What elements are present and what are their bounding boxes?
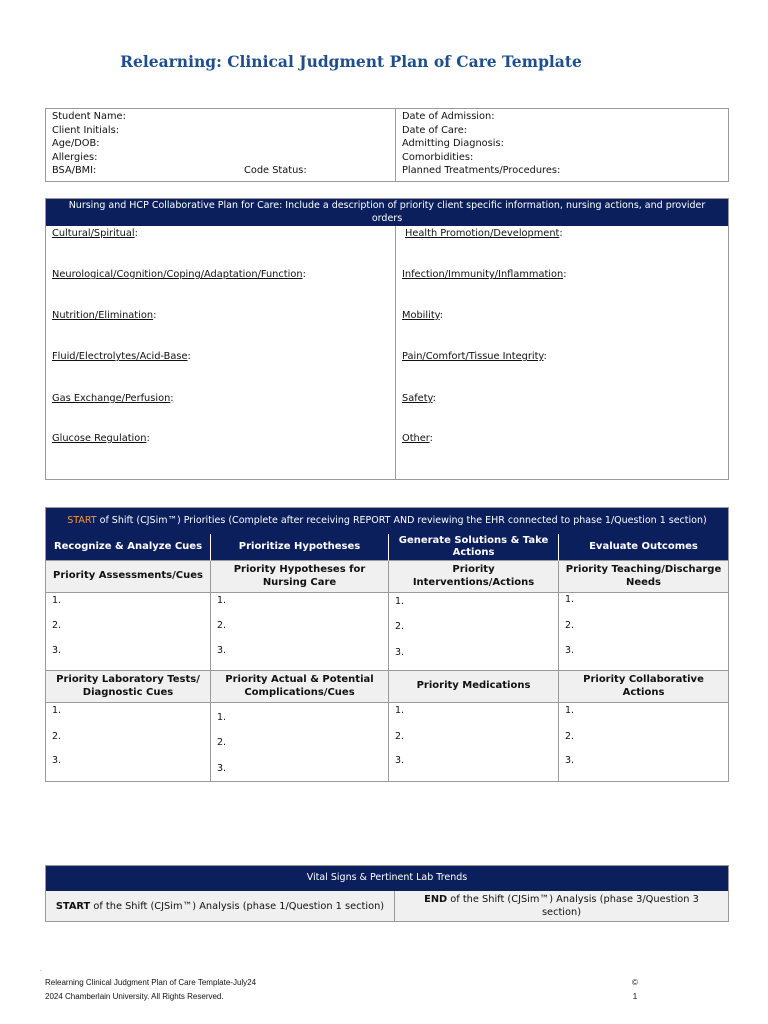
entry-cell xyxy=(389,703,559,781)
list-number: 2. xyxy=(565,731,575,742)
entry-cell xyxy=(46,703,211,781)
list-number: 3. xyxy=(217,645,227,656)
shift-entry-row-2 xyxy=(46,703,728,781)
list-number: 3. xyxy=(395,647,405,658)
sub-priority-assessments: Priority Assessments/Cues xyxy=(46,561,211,593)
vitals-end-cell: END of the Shift (CJSim™) Analysis (phase 3/Question 3 section) xyxy=(395,891,728,921)
entry-cell xyxy=(389,593,559,671)
page-number: 1 xyxy=(632,992,638,1001)
collaborative-plan-box xyxy=(45,198,729,480)
footer-mark: . xyxy=(40,966,42,973)
entry-cell xyxy=(46,593,211,671)
student-name-label: Student Name: xyxy=(52,111,126,122)
list-number: 2. xyxy=(565,620,575,631)
entry-cell xyxy=(559,703,728,781)
info-left-column xyxy=(52,110,392,178)
sub-priority-complications: Priority Actual & Potential Complications/Cues xyxy=(211,671,389,703)
list-number: 3. xyxy=(52,755,62,766)
info-right-column xyxy=(402,110,560,178)
plan-item-other: Other: xyxy=(402,433,433,444)
comorbidities-label: Comorbidities: xyxy=(402,151,474,163)
shift-header-text: of Shift (CJSim™) Priorities (Complete after receiving REPORT AND reviewing the EHR connected to phase 1/Question 1 section) xyxy=(96,514,707,526)
plan-item-gas-exchange: Gas Exchange/Perfusion: xyxy=(52,393,174,404)
sub-priority-teaching: Priority Teaching/Discharge Needs xyxy=(559,561,728,593)
shift-subheader-row-2 xyxy=(46,671,728,703)
entry-cell xyxy=(559,593,728,671)
list-number: 2. xyxy=(395,731,405,742)
list-number: 1. xyxy=(52,595,62,606)
list-number: 1. xyxy=(52,705,62,716)
list-number: 3. xyxy=(395,755,405,766)
page-title: Relearning: Clinical Judgment Plan of Care Template xyxy=(120,52,582,71)
age-dob-label: Age/DOB: xyxy=(52,138,100,150)
plan-item-health-promotion: Health Promotion/Development: xyxy=(405,228,563,239)
plan-divider xyxy=(395,226,396,479)
list-number: 1. xyxy=(565,594,575,605)
list-number: 2. xyxy=(217,737,227,748)
sub-priority-collaborative: Priority Collaborative Actions xyxy=(559,671,728,703)
student-info-box xyxy=(45,108,729,182)
list-number: 1. xyxy=(395,596,405,607)
bsa-bmi-label: BSA/BMI: xyxy=(52,165,97,177)
sub-priority-interventions: Priority Interventions/Actions xyxy=(389,561,559,593)
footer-right xyxy=(628,976,642,1004)
list-number: 2. xyxy=(52,620,62,631)
plan-item-glucose: Glucose Regulation: xyxy=(52,433,150,444)
allergies-label: Allergies: xyxy=(52,151,98,163)
plan-item-pain: Pain/Comfort/Tissue Integrity: xyxy=(402,351,547,362)
list-number: 1. xyxy=(217,595,227,606)
vitals-start-cell: START of the Shift (CJSim™) Analysis (phase 1/Question 1 section) xyxy=(46,891,395,921)
plan-item-infection: Infection/Immunity/Inflammation: xyxy=(402,269,567,280)
date-of-care-label: Date of Care: xyxy=(402,124,468,136)
col-evaluate-outcomes: Evaluate Outcomes xyxy=(559,534,728,561)
list-number: 1. xyxy=(217,712,227,723)
code-status-label: Code Status: xyxy=(244,165,307,177)
admitting-diagnosis-label: Admitting Diagnosis: xyxy=(402,138,504,150)
sub-priority-medications: Priority Medications xyxy=(389,671,559,703)
shift-subheader-row-1 xyxy=(46,561,728,593)
shift-column-headers xyxy=(46,534,728,561)
shift-priorities-table xyxy=(45,507,729,782)
plan-item-nutrition: Nutrition/Elimination: xyxy=(52,310,157,321)
info-divider xyxy=(395,109,396,181)
plan-item-mobility: Mobility: xyxy=(402,310,444,321)
shift-start-highlight: START xyxy=(67,514,97,526)
sub-priority-hypotheses: Priority Hypotheses for Nursing Care xyxy=(211,561,389,593)
list-number: 1. xyxy=(395,705,405,716)
plan-item-cultural: Cultural/Spiritual: xyxy=(52,228,138,239)
sub-priority-lab-tests: Priority Laboratory Tests/ Diagnostic Cues xyxy=(46,671,211,703)
list-number: 1. xyxy=(565,705,575,716)
list-number: 2. xyxy=(52,731,62,742)
shift-entry-row-1 xyxy=(46,593,728,671)
list-number: 3. xyxy=(217,763,227,774)
list-number: 3. xyxy=(565,755,575,766)
client-initials-label: Client Initials: xyxy=(52,124,119,136)
plan-item-fluid: Fluid/Electrolytes/Acid-Base: xyxy=(52,351,191,362)
list-number: 3. xyxy=(52,645,62,656)
entry-cell xyxy=(211,593,389,671)
list-number: 3. xyxy=(565,645,575,656)
entry-cell xyxy=(211,703,389,781)
col-generate-solutions: Generate Solutions & Take Actions xyxy=(389,534,559,561)
date-of-admission-label: Date of Admission: xyxy=(402,111,495,122)
copyright-symbol: © xyxy=(632,978,638,987)
vital-signs-header: Vital Signs & Pertinent Lab Trends xyxy=(46,866,728,891)
plan-item-neurological: Neurological/Cognition/Coping/Adaptation/Function: xyxy=(52,269,306,280)
col-prioritize-hypotheses: Prioritize Hypotheses xyxy=(211,534,389,561)
footer-line-2: 2024 Chamberlain University. All Rights Reserved. xyxy=(45,992,224,1001)
plan-item-safety: Safety: xyxy=(402,393,436,404)
footer-left xyxy=(45,976,256,1004)
shift-priorities-header xyxy=(46,508,728,534)
vital-signs-table xyxy=(45,865,729,922)
footer-line-1: Relearning Clinical Judgment Plan of Care Template-July24 xyxy=(45,978,257,987)
col-recognize-cues: Recognize & Analyze Cues xyxy=(46,534,211,561)
list-number: 2. xyxy=(217,620,227,631)
list-number: 2. xyxy=(395,621,405,632)
collaborative-plan-header: Nursing and HCP Collaborative Plan for Care: Include a description of priority client specific information, nursing actions, and provider orders xyxy=(46,199,728,226)
planned-treatments-label: Planned Treatments/Procedures: xyxy=(402,165,561,177)
